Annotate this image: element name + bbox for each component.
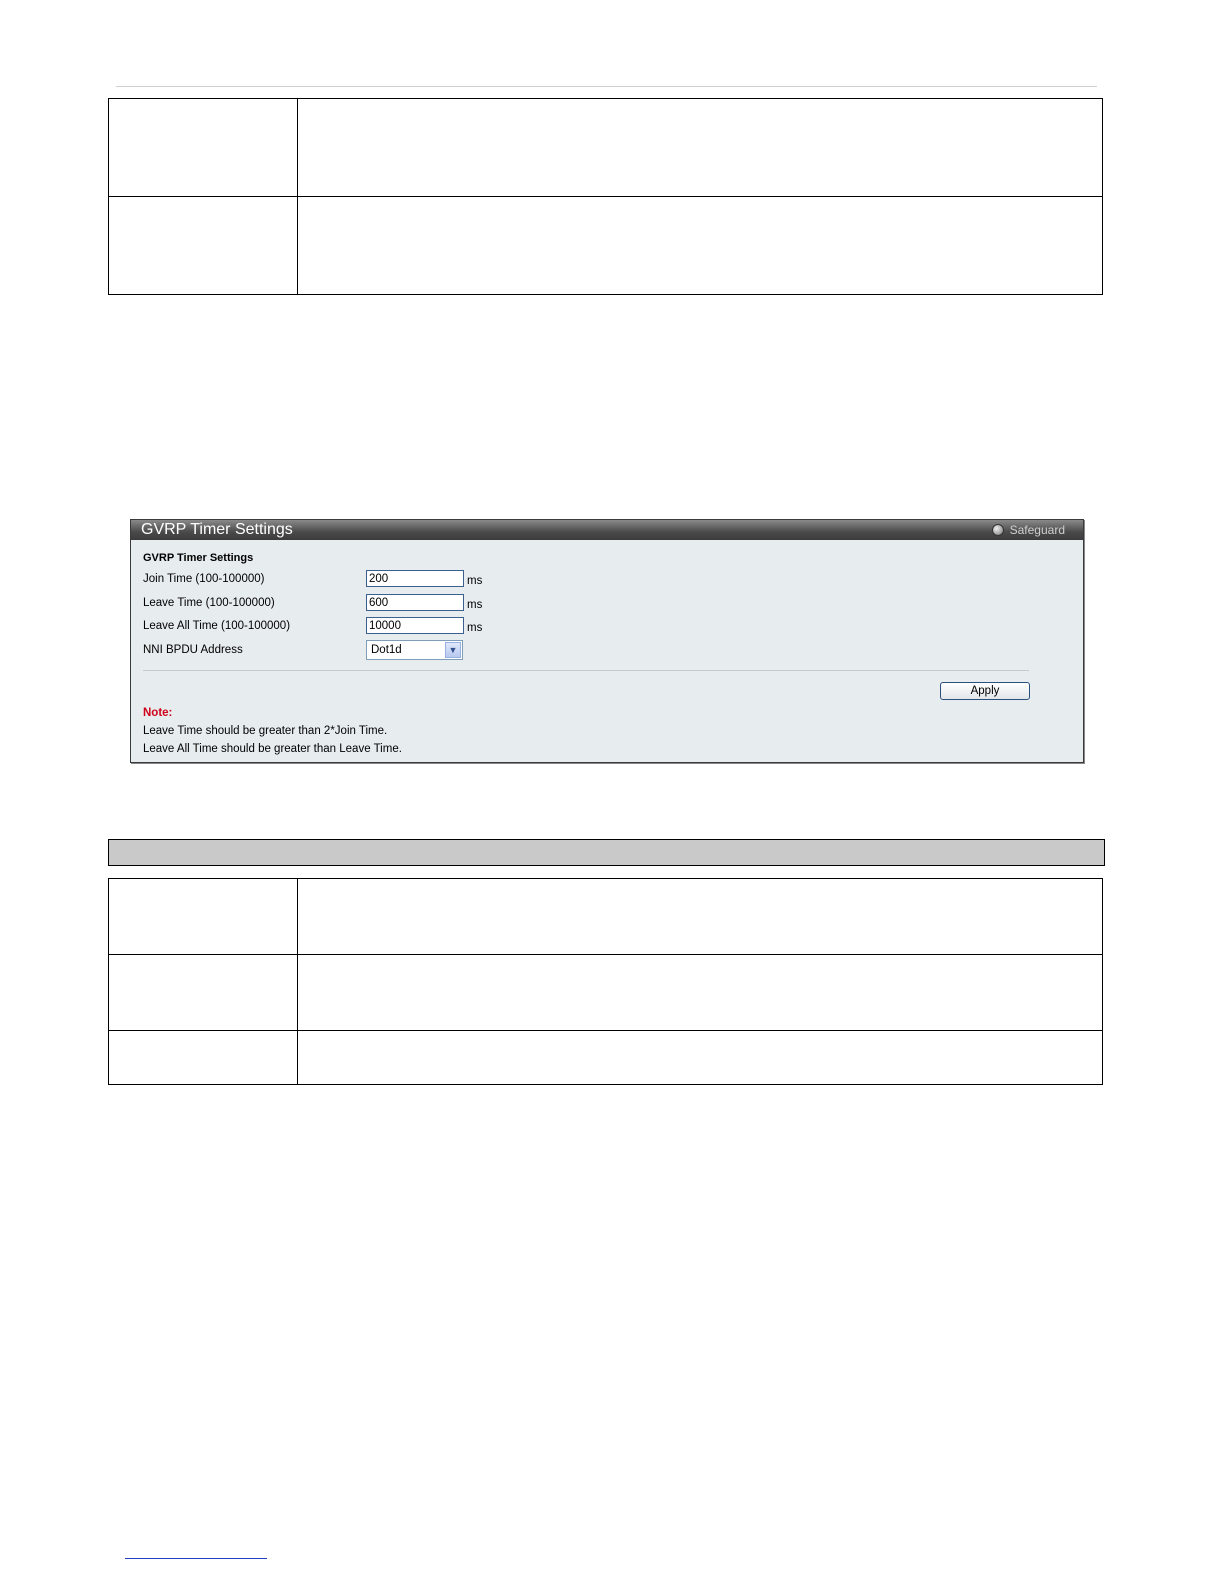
table-row [109,99,1103,197]
join-time-label: Join Time (100-100000) [143,573,265,585]
table-cell [109,197,298,295]
note-title: Note: [143,707,173,719]
panel-title-bar [131,520,1083,540]
safeguard-status-icon [992,524,1004,536]
join-time-unit: ms [467,575,483,587]
divider [143,670,1029,671]
parameter-table-bottom [108,878,1103,1085]
chevron-down-icon[interactable]: ▼ [445,642,461,658]
table-cell [109,879,298,955]
note-line-1: Leave Time should be greater than 2*Join Time. [143,725,388,737]
nni-bpdu-address-label: NNI BPDU Address [143,644,243,656]
join-time-input[interactable] [366,570,464,587]
footer-link-underline [125,1558,267,1559]
parameter-table-header [108,839,1105,866]
table-cell [298,99,1103,197]
table-row [109,955,1103,1031]
section-title: GVRP Timer Settings [143,552,254,564]
leave-all-time-input[interactable] [366,617,464,634]
table-row [109,1031,1103,1085]
header-rule [116,86,1097,87]
table-cell [298,197,1103,295]
nni-bpdu-address-value: Dot1d [371,644,402,656]
nni-bpdu-address-select[interactable] [366,640,463,660]
table-row [109,879,1103,955]
gvrp-timer-settings-panel [130,519,1084,763]
table-cell [109,1031,298,1085]
table-cell [109,99,298,197]
leave-all-time-unit: ms [467,622,483,634]
apply-button[interactable]: Apply [940,682,1030,700]
leave-time-label: Leave Time (100-100000) [143,597,275,609]
safeguard-label: Safeguard [1009,523,1065,537]
table-row [109,197,1103,295]
leave-time-input[interactable] [366,594,464,611]
safeguard-indicator [992,520,1065,540]
leave-time-unit: ms [467,599,483,611]
table-cell [298,1031,1103,1085]
panel-title: GVRP Timer Settings [141,521,293,538]
table-cell [298,955,1103,1031]
parameter-table-top [108,98,1103,295]
table-cell [298,879,1103,955]
note-line-2: Leave All Time should be greater than Leave Time. [143,743,402,755]
table-cell [109,955,298,1031]
leave-all-time-label: Leave All Time (100-100000) [143,620,291,632]
